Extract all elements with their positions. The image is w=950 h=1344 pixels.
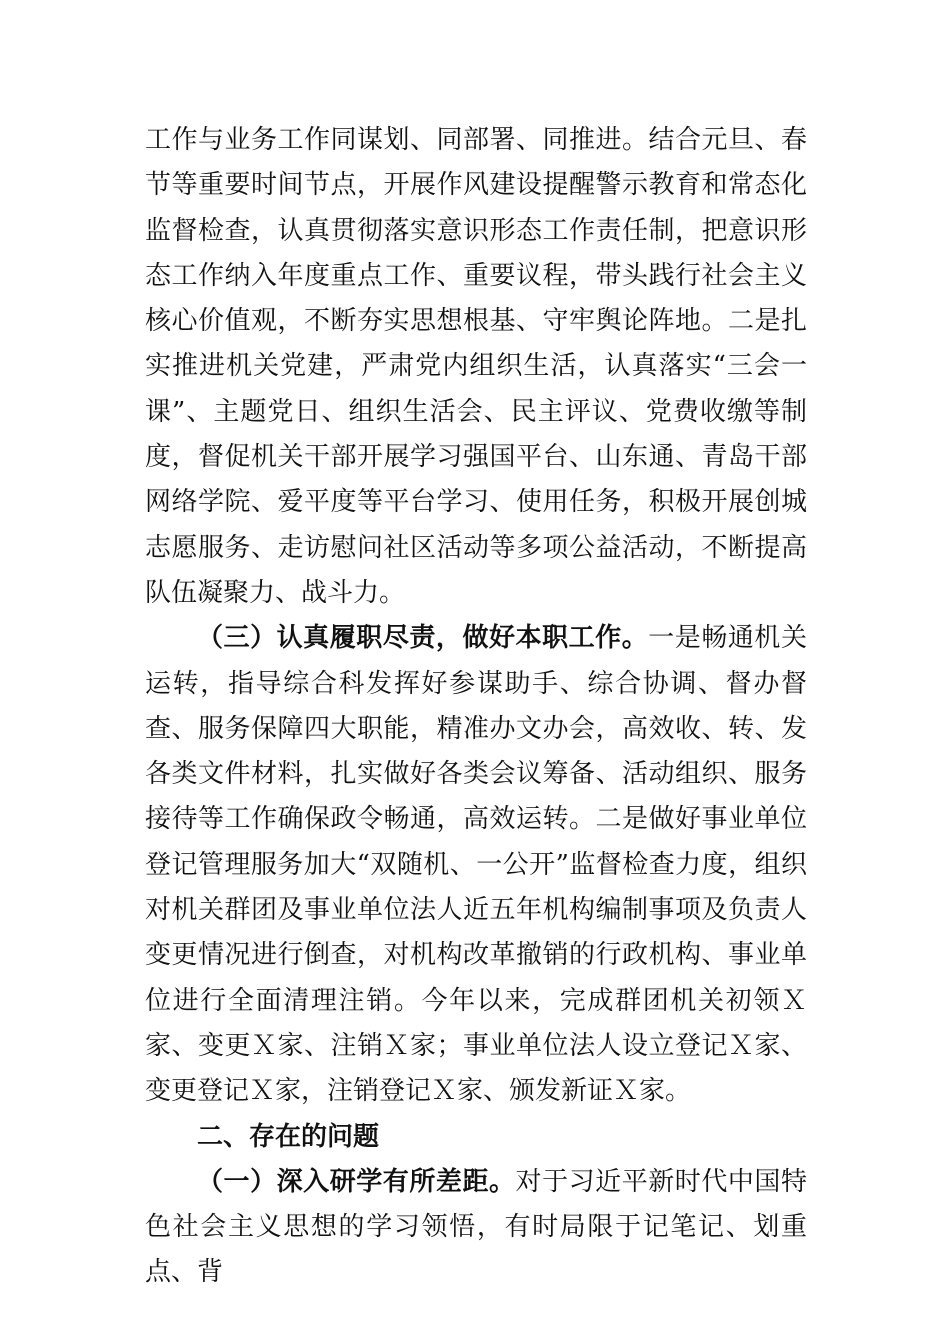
section-3-lead: （三）认真履职尽责，做好本职工作。: [197, 623, 649, 654]
section-heading-problems: 二、存在的问题: [197, 1121, 380, 1152]
paragraph-section-3: [145, 616, 807, 1114]
problem-1-lead: （一）深入研学有所差距。: [197, 1166, 516, 1197]
document-page: [145, 118, 807, 1296]
section-3-body: 一是畅通机关运转，指导综合科发挥好参谋助手、综合协调、督办督查、服务保障四大职能，精准办文办会，高效收、转、发各类文件材料，扎实做好各类会议筹备、活动组织、服务接待等工作确保政令畅通，高效运转。二是做好事业单位登记管理服务加大“双随机、一公开”监督检查力度，组织对机关群团及事业单位法人近五年机构编制事项及负责人变更情况进行倒查，对机构改革撤销的行政机构、事业单位进行全面清理注销。今年以来，完成群团机关初领Ｘ家、变更Ｘ家、注销Ｘ家；事业单位法人设立登记Ｘ家、变更登记Ｘ家，注销登记Ｘ家、颁发新证Ｘ家。: [145, 623, 807, 1107]
paragraph-continuation: 工作与业务工作同谋划、同部署、同推进。结合元旦、春节等重要时间节点，开展作风建设提醒警示教育和常态化监督检查，认真贯彻落实意识形态工作责任制，把意识形态工作纳入年度重点工作、重要议程，带头践行社会主义核心价值观，不断夯实思想根基、守牢舆论阵地。二是扎实推进机关党建，严肃党内组织生活，认真落实“三会一课”、主题党日、组织生活会、民主评议、党费收缴等制度，督促机关干部开展学习强国平台、山东通、青岛干部网络学院、爱平度等平台学习、使用任务，积极开展创城志愿服务、走访慰问社区活动等多项公益活动，不断提高队伍凝聚力、战斗力。: [145, 125, 807, 608]
problem-1-body: 对于习近平新时代中国特色社会主义思想的学习领悟，有时局限于记笔记、划重点、背: [145, 1166, 807, 1288]
paragraph-problem-1: [145, 1160, 807, 1296]
